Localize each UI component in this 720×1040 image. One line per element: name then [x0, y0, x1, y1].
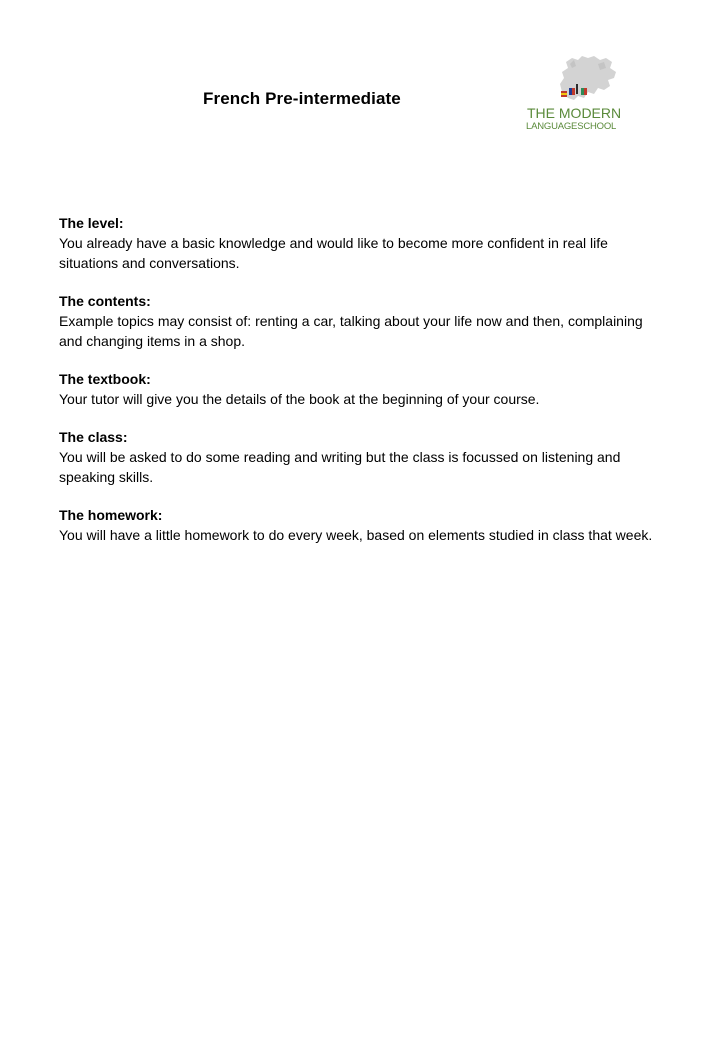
- logo-text-line1: THE MODERN: [527, 105, 622, 121]
- section-textbook: [59, 369, 659, 409]
- section-body: You will be asked to do some reading and writing but the class is focussed on listening and speaking skills.: [59, 449, 621, 485]
- section-body: You will have a little homework to do every week, based on elements studied in class that week.: [59, 527, 653, 543]
- course-description: [59, 213, 659, 563]
- europe-map-logo-icon: [554, 54, 624, 104]
- section-body: You already have a basic knowledge and would like to become more confident in real life situations and conversations.: [59, 235, 608, 271]
- school-logo: [524, 54, 638, 136]
- page-title: French Pre-intermediate: [203, 89, 401, 108]
- section-contents: [59, 291, 659, 351]
- logo-text-line2: LANGUAGESCHOOL: [526, 121, 617, 132]
- section-class: [59, 427, 659, 487]
- section-level: [59, 213, 659, 273]
- section-homework: [59, 505, 659, 545]
- section-body: Example topics may consist of: renting a car, talking about your life now and then, complaining and changing items in a shop.: [59, 313, 643, 349]
- section-heading: The contents:: [59, 293, 151, 309]
- section-heading: The level:: [59, 215, 124, 231]
- section-heading: The homework:: [59, 507, 163, 523]
- section-heading: The textbook:: [59, 371, 151, 387]
- section-body: Your tutor will give you the details of the book at the beginning of your course.: [59, 391, 540, 407]
- section-heading: The class:: [59, 429, 128, 445]
